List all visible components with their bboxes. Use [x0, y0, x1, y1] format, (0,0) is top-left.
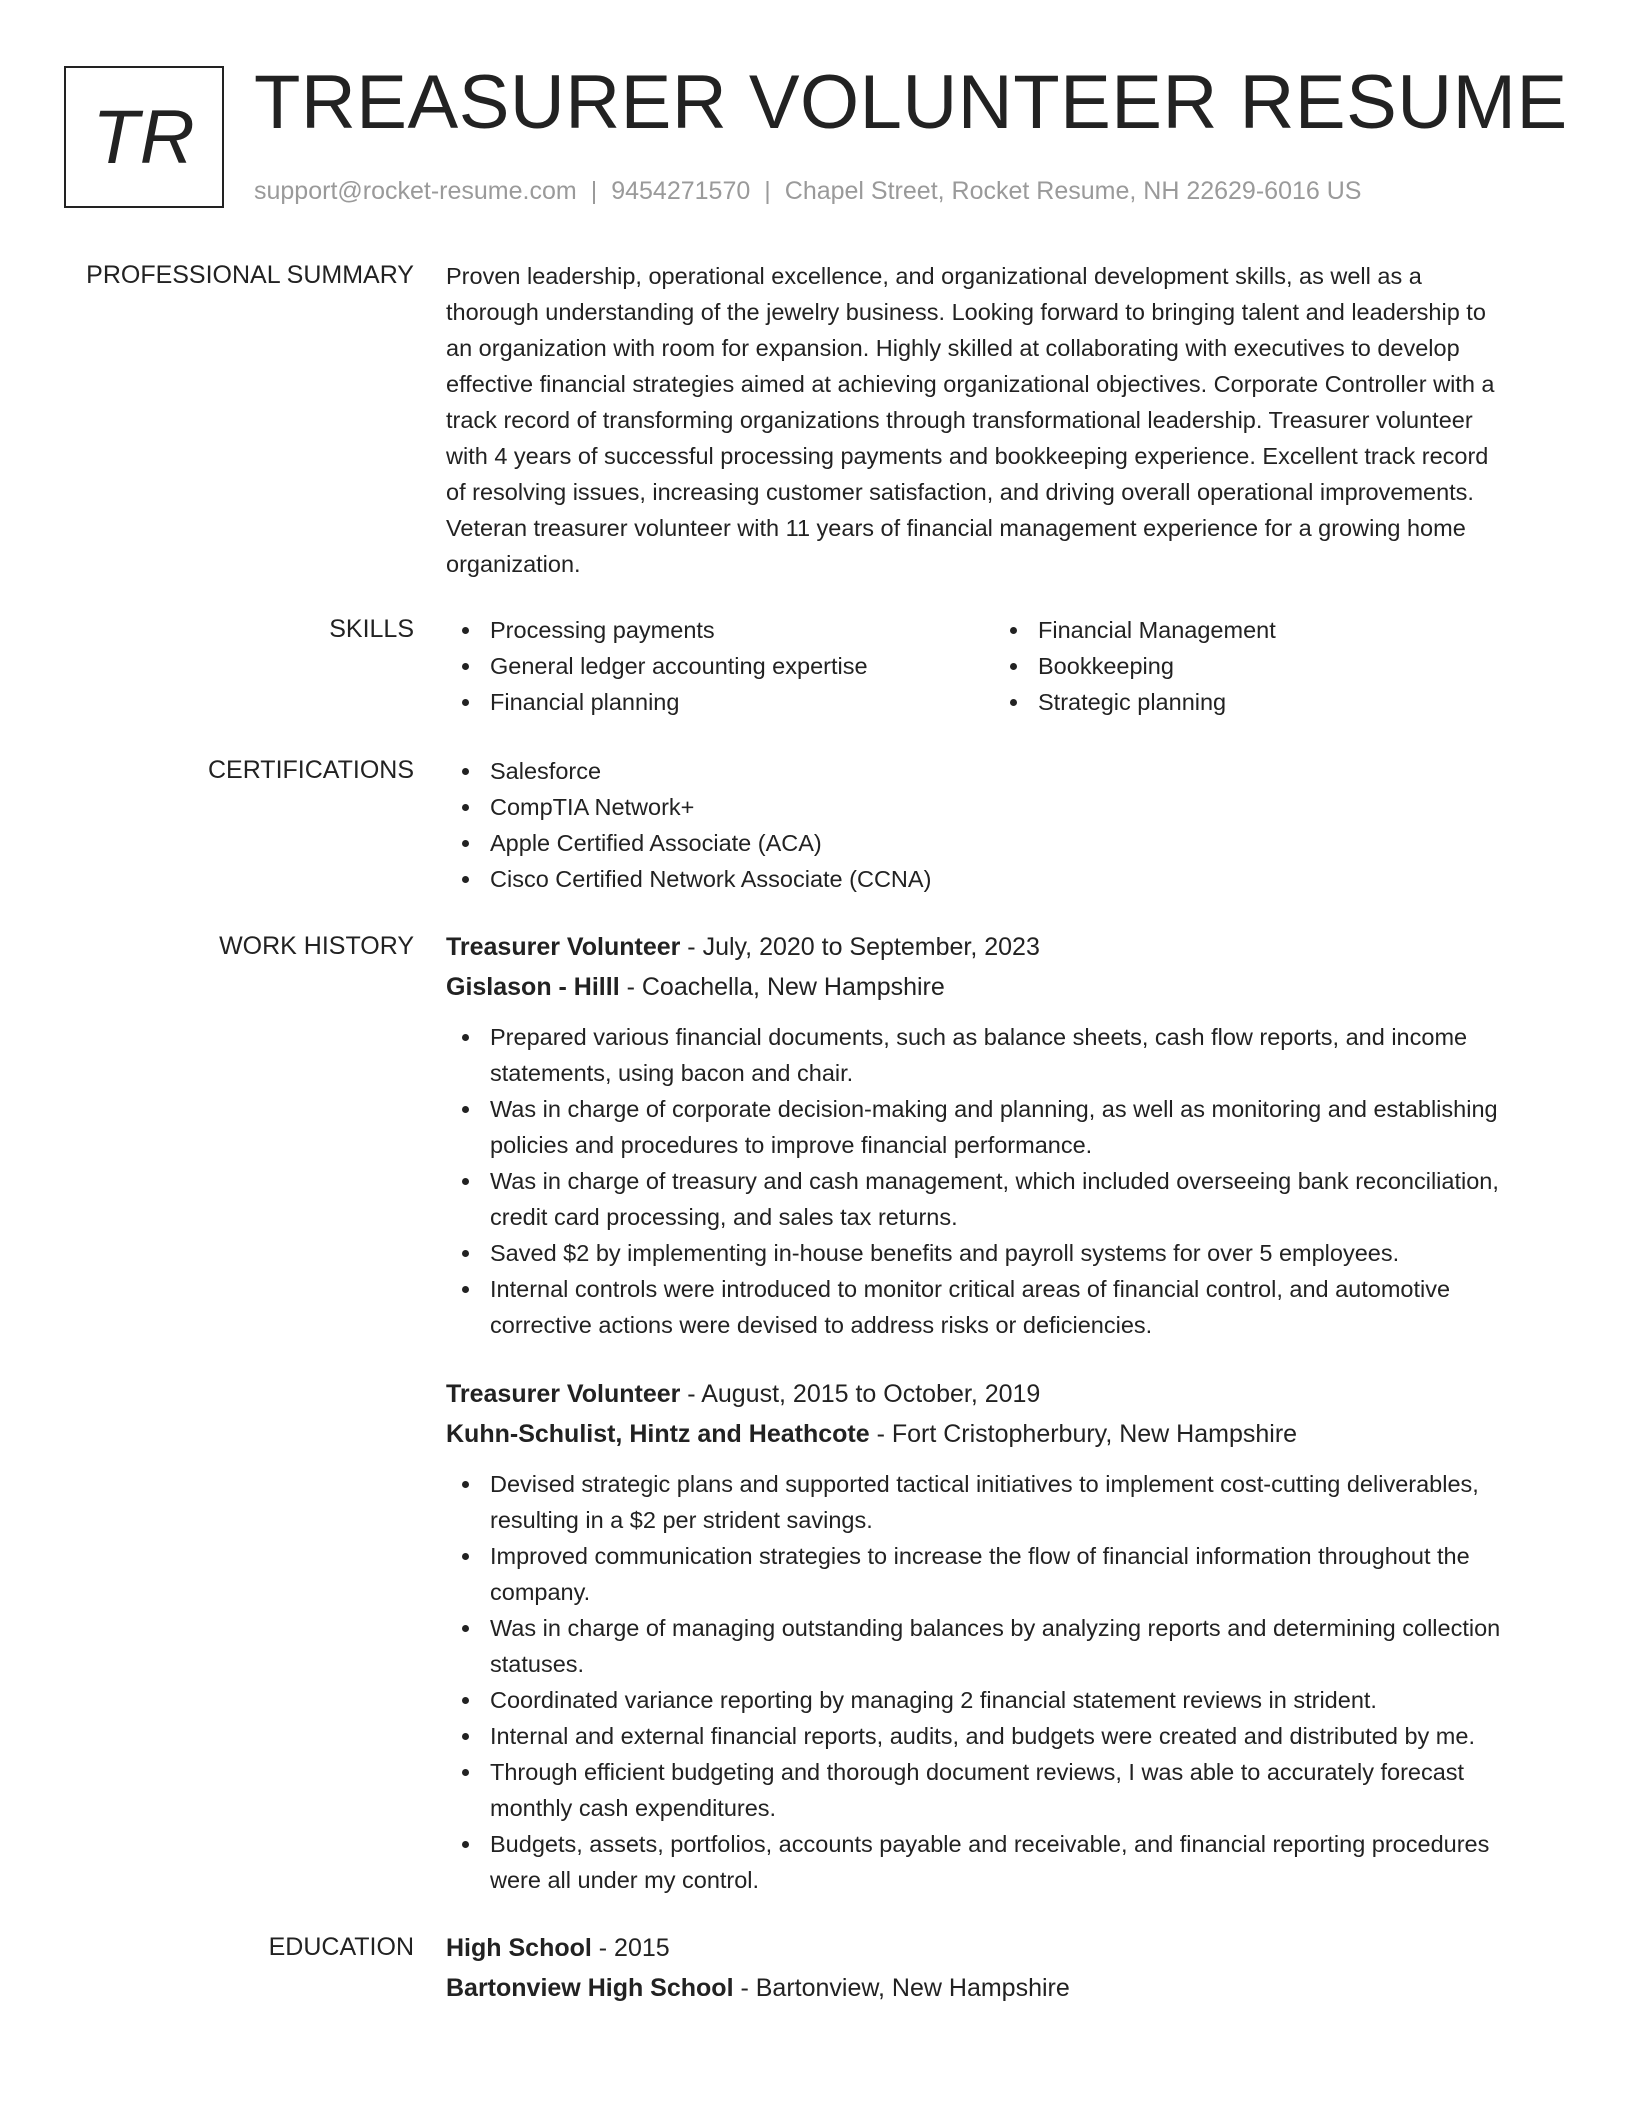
- job-title-line: [446, 1374, 1566, 1414]
- certification-item: CompTIA Network+: [446, 789, 1566, 825]
- summary-line: with 4 years of successful processing payments and bookkeeping experience. Excellent track record: [446, 443, 1489, 469]
- skill-item: General ledger accounting expertise: [446, 648, 994, 684]
- summary-text: [446, 258, 1566, 582]
- job-bullet: [446, 1826, 1566, 1898]
- bullet-line: Through efficient budgeting and thorough document reviews, I was able to accurately forecast: [490, 1759, 1465, 1785]
- education-degree: High School: [446, 1934, 592, 1962]
- certification-item: Salesforce: [446, 753, 1566, 789]
- summary-line: Veteran treasurer volunteer with 11 years of financial management experience for a growing home: [446, 515, 1466, 541]
- job-bullet: [446, 1271, 1566, 1343]
- job-bullet: [446, 1466, 1566, 1538]
- summary-line: an organization with room for expansion. Highly skilled at collaborating with executives to develop: [446, 335, 1460, 361]
- job-company-line: [446, 967, 1566, 1007]
- contact-address: Chapel Street, Rocket Resume, NH 22629-6016 US: [784, 177, 1362, 205]
- bullet-line: Was in charge of treasury and cash management, which included overseeing bank reconciliation,: [490, 1168, 1499, 1194]
- contact-separator: |: [590, 177, 598, 205]
- bullet-line: Devised strategic plans and supported tactical initiatives to implement cost-cutting deliverables,: [490, 1471, 1479, 1497]
- education-heading: EDUCATION: [268, 1933, 414, 1961]
- skills-column: [994, 612, 1542, 720]
- contact-email: support@rocket-resume.com: [254, 177, 577, 205]
- summary-line: track record of transforming organizations through transformational leadership. Treasurer volunteer: [446, 407, 1473, 433]
- job-bullet: [446, 1754, 1566, 1826]
- bullet-line: Was in charge of corporate decision-making and planning, as well as monitoring and establishing: [490, 1096, 1498, 1122]
- certifications-heading: CERTIFICATIONS: [207, 756, 414, 784]
- job-company-line: [446, 1414, 1566, 1454]
- bullet-line: Prepared various financial documents, such as balance sheets, cash flow reports, and income: [490, 1024, 1468, 1050]
- job-location: - Coachella, New Hampshire: [619, 973, 945, 1001]
- job-dates: - August, 2015 to October, 2019: [680, 1380, 1041, 1408]
- job-bullet: [446, 1538, 1566, 1610]
- job-entry: [446, 927, 1566, 1343]
- bullet-line: Saved $2 by implementing in-house benefits and payroll systems for over 5 employees.: [490, 1240, 1400, 1266]
- contact-separator: |: [764, 177, 771, 205]
- bullet-line: Internal and external financial reports, audits, and budgets were created and distributed by me.: [490, 1723, 1475, 1749]
- job-bullet: [446, 1610, 1566, 1682]
- education-location: - Bartonview, New Hampshire: [733, 1974, 1070, 2002]
- bullet-line: Coordinated variance reporting by managing 2 financial statement reviews in strident.: [490, 1687, 1377, 1713]
- skill-item: Financial Management: [994, 612, 1542, 648]
- summary-line: organization.: [446, 551, 581, 577]
- education-degree-line: [446, 1928, 1566, 1968]
- bullet-line: credit card processing, and sales tax returns.: [490, 1204, 958, 1230]
- certifications-list: [446, 753, 1566, 897]
- job-bullet: [446, 1019, 1566, 1091]
- education-school-line: [446, 1968, 1566, 2008]
- job-dates: - July, 2020 to September, 2023: [680, 933, 1040, 961]
- certification-item: Apple Certified Associate (ACA): [446, 825, 1566, 861]
- summary-line: of resolving issues, increasing customer satisfaction, and driving overall operational improvements.: [446, 479, 1474, 505]
- job-title: Treasurer Volunteer: [446, 1380, 681, 1408]
- summary-heading: PROFESSIONAL SUMMARY: [86, 261, 414, 289]
- skills-list: [446, 612, 1566, 720]
- job-title-line: [446, 927, 1566, 967]
- bullet-line: Internal controls were introduced to monitor critical areas of financial control, and automotive: [490, 1276, 1451, 1302]
- bullet-line: corrective actions were devised to address risks or deficiencies.: [490, 1312, 1153, 1338]
- work-history-heading: WORK HISTORY: [219, 932, 414, 960]
- job-bullets: [446, 1019, 1566, 1343]
- job-bullets: [446, 1466, 1566, 1898]
- summary-line: effective financial strategies aimed at achieving organizational objectives. Corporate Controller with a: [446, 371, 1495, 397]
- job-entry: [446, 1374, 1566, 1898]
- monogram-initials: TR: [92, 94, 196, 180]
- skill-item: Bookkeeping: [994, 648, 1542, 684]
- contact-phone: 9454271570: [611, 177, 751, 205]
- bullet-line: Was in charge of managing outstanding balances by analyzing reports and determining collection: [490, 1615, 1501, 1641]
- bullet-line: statements, using bacon and chair.: [490, 1060, 854, 1086]
- education-entry: [446, 1928, 1566, 2008]
- education-school: Bartonview High School: [446, 1974, 734, 2002]
- bullet-line: were all under my control.: [490, 1867, 760, 1893]
- bullet-line: company.: [490, 1579, 591, 1605]
- bullet-line: Budgets, assets, portfolios, accounts payable and receivable, and financial reporting procedures: [490, 1831, 1490, 1857]
- skills-heading: SKILLS: [329, 615, 414, 643]
- monogram-box: [64, 66, 224, 208]
- bullet-line: monthly cash expenditures.: [490, 1795, 777, 1821]
- job-company: Kuhn-Schulist, Hintz and Heathcote: [446, 1420, 870, 1448]
- skill-item: Strategic planning: [994, 684, 1542, 720]
- resume-title: TREASURER VOLUNTEER RESUME: [254, 60, 1568, 145]
- skill-item: Financial planning: [446, 684, 994, 720]
- job-bullet: [446, 1235, 1566, 1271]
- bullet-line: resulting in a $2 per strident savings.: [490, 1507, 873, 1533]
- job-company: Gislason - Hilll: [446, 973, 620, 1001]
- summary-line: thorough understanding of the jewelry business. Looking forward to bringing talent and leadership to: [446, 299, 1486, 325]
- job-bullet: [446, 1682, 1566, 1718]
- certification-item: Cisco Certified Network Associate (CCNA): [446, 861, 1566, 897]
- contact-line: [254, 174, 1361, 208]
- skills-column: [446, 612, 994, 720]
- job-bullet: [446, 1718, 1566, 1754]
- skill-item: Processing payments: [446, 612, 994, 648]
- bullet-line: statuses.: [490, 1651, 585, 1677]
- education-year: - 2015: [591, 1934, 670, 1962]
- job-location: - Fort Cristopherbury, New Hampshire: [869, 1420, 1298, 1448]
- job-bullet: [446, 1163, 1566, 1235]
- bullet-line: Improved communication strategies to increase the flow of financial information throughout the: [490, 1543, 1470, 1569]
- summary-line: Proven leadership, operational excellence, and organizational development skills, as well as a: [446, 263, 1422, 289]
- job-title: Treasurer Volunteer: [446, 933, 681, 961]
- bullet-line: policies and procedures to improve financial performance.: [490, 1132, 1093, 1158]
- job-bullet: [446, 1091, 1566, 1163]
